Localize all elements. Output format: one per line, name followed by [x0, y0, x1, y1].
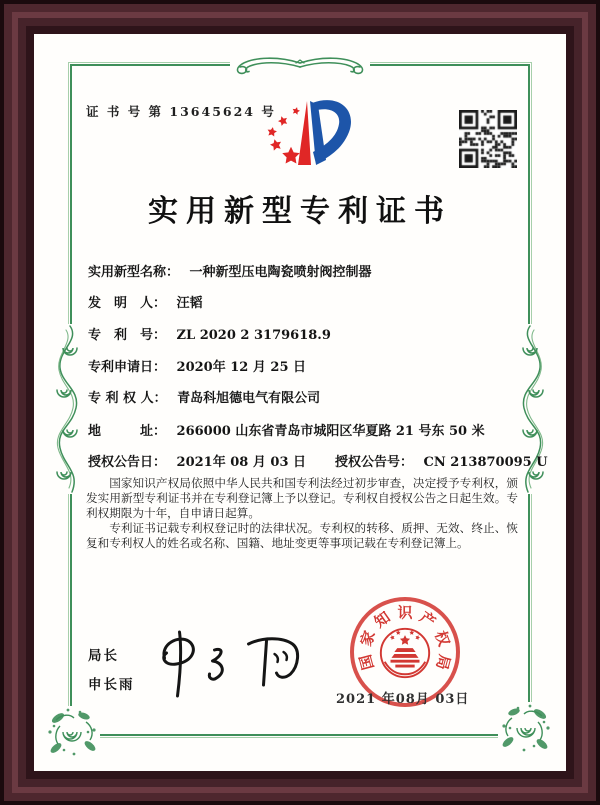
field-row-name	[88, 261, 372, 280]
seal-char: 局	[432, 652, 454, 672]
seal-char: 权	[431, 628, 454, 649]
field-row-grant	[88, 451, 548, 470]
legal-paragraph-2: 专利证书记载专利权登记时的法律状况。专利权的转移、质押、无效、终止、恢复和专利权人的姓名或名称、国籍、地址变更等事项记载在专利登记簿上。	[86, 521, 518, 550]
legal-text	[86, 476, 518, 551]
seal-char: 国	[356, 652, 378, 672]
grant-date-label: 授权公告日：	[88, 455, 167, 470]
legal-paragraph-1: 国家知识产权局依照中华人民共和国专利法经过初步审查，决定授予专利权，颁发实用新型专利证书并在专利登记簿上予以登记。专利权自授权公告之日起生效。专利权期限为十年，自申请日起算。	[86, 476, 518, 520]
top-flourish-ornament	[230, 50, 370, 80]
certificate-number: 证 书 号 第 13645624 号	[86, 104, 276, 119]
seal-date: 2021 年08月 03日	[336, 692, 470, 707]
field-label: 专 利 号：	[88, 328, 167, 343]
grant-date-value: 2021年 08 月 03 日	[176, 455, 307, 470]
field-label: 地 址：	[88, 424, 167, 439]
field-value: 一种新型压电陶瓷喷射阀控制器	[189, 265, 372, 280]
bottom-left-floral-ornament	[44, 706, 100, 758]
field-row-filing-date	[88, 356, 306, 375]
grant-number-group	[335, 451, 548, 470]
grant-number-value: CN 213870095 U	[423, 455, 548, 470]
field-row-patent-number	[88, 324, 331, 343]
bottom-right-floral-ornament	[498, 702, 554, 754]
left-scroll-ornament	[50, 324, 86, 494]
field-row-patentee	[88, 387, 320, 406]
seal-char: 知	[371, 607, 394, 632]
qr-code	[459, 110, 517, 168]
field-value: 266000 山东省青岛市城阳区华夏路 21 号东 50 米	[176, 424, 485, 439]
field-value: 2020年 12 月 25 日	[176, 360, 307, 375]
signature-icon	[148, 628, 313, 704]
national-emblem-icon	[376, 624, 434, 686]
field-label: 发 明 人：	[88, 296, 167, 311]
certificate-title: 实用新型专利证书	[148, 194, 452, 229]
field-row-address	[88, 420, 485, 439]
field-label: 实用新型名称：	[88, 265, 180, 280]
signer-name: 申长雨	[88, 677, 135, 693]
grant-number-label: 授权公告号：	[335, 455, 414, 470]
seal-char: 家	[356, 628, 379, 649]
signer-title: 局长	[88, 648, 119, 664]
field-value: 汪韬	[176, 296, 203, 311]
field-value: 青岛科旭德电气有限公司	[177, 391, 321, 406]
cnipa-logo-icon	[250, 94, 354, 176]
field-value: ZL 2020 2 3179618.9	[176, 328, 331, 343]
seal-char: 识	[397, 603, 413, 622]
seal-char: 产	[416, 607, 439, 632]
field-row-inventor	[88, 292, 203, 311]
field-label: 专 利 权 人：	[88, 391, 167, 406]
field-label: 专利申请日：	[88, 360, 167, 375]
